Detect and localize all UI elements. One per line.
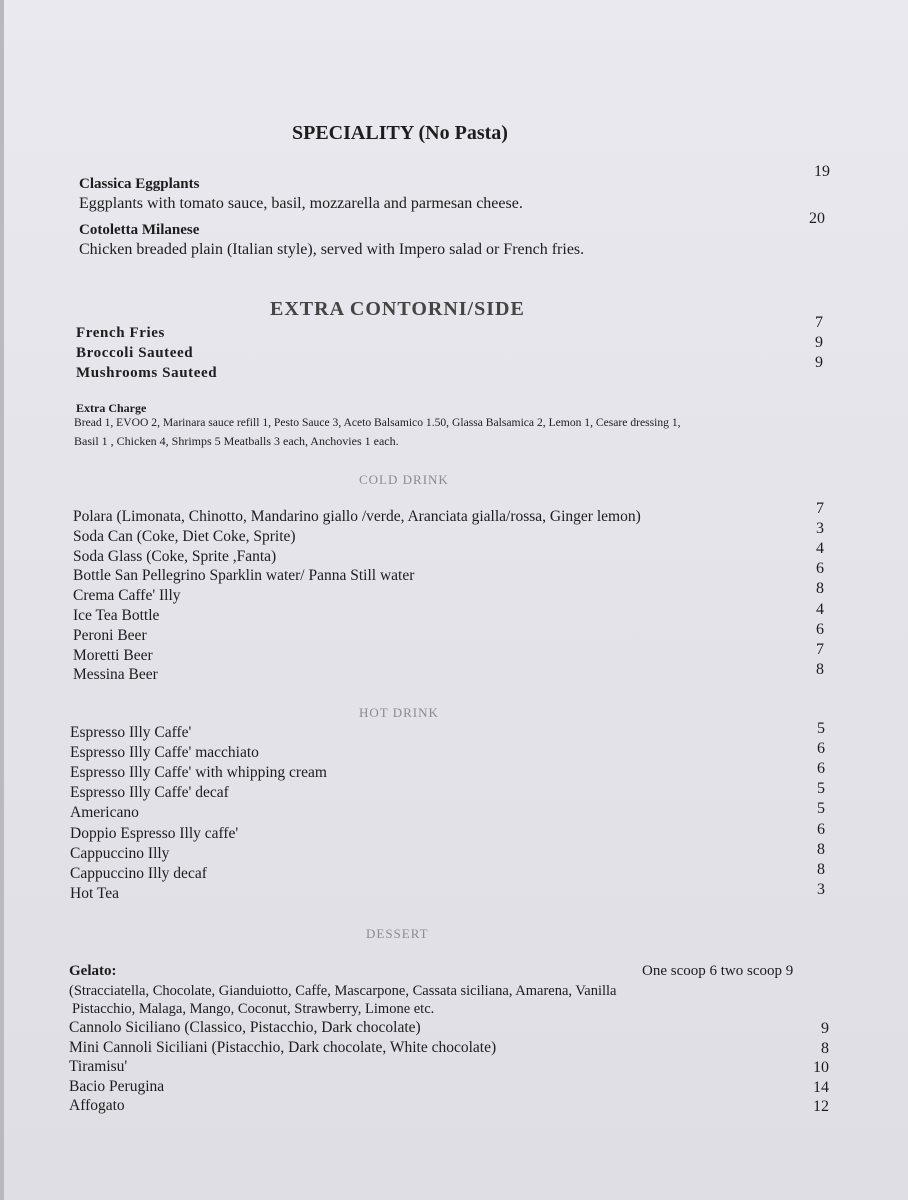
menu-item-name: Espresso Illy Caffe': [70, 724, 192, 741]
menu-item-price: 14: [813, 1078, 829, 1096]
menu-item-name: Ice Tea Bottle: [73, 607, 160, 624]
gelato-flavors: (Stracciatella, Chocolate, Gianduiotto, Caffe, Mascarpone, Cassata siciliana, Amarena, Vanilla: [69, 983, 617, 999]
speciality-title: SPECIALITY (No Pasta): [292, 122, 508, 144]
menu-item-price: 12: [813, 1098, 829, 1116]
menu-item-price: 8: [816, 580, 824, 598]
extra-contorni-title: EXTRA CONTORNI/SIDE: [270, 298, 525, 320]
cold-drink-title: COLD DRINK: [359, 472, 449, 487]
extra-charge-title: Extra Charge: [76, 401, 147, 415]
menu-item-name: Bottle San Pellegrino Sparklin water/ Panna Still water: [73, 567, 415, 585]
menu-item-name: Cappuccino Illy: [70, 844, 170, 862]
menu-item-price: 6: [817, 760, 825, 778]
menu-item-name: Espresso Illy Caffe' decaf: [70, 784, 229, 802]
menu-item-price: 4: [816, 540, 824, 558]
menu-item-name: Espresso Illy Caffe' with whipping cream: [70, 764, 327, 782]
extra-charge-line: Basil 1 , Chicken 4, Shrimps 5 Meatballs 3 each, Anchovies 1 each.: [74, 434, 399, 448]
menu-item-name: Soda Can (Coke, Diet Coke, Sprite): [73, 527, 296, 545]
menu-item-price: 6: [816, 560, 824, 578]
menu-item-price: 6: [817, 740, 825, 758]
side-name: French Fries: [76, 325, 165, 341]
menu-item-name: Peroni Beer: [73, 626, 147, 644]
hot-drink-title: HOT DRINK: [359, 705, 439, 720]
menu-item-price: 3: [816, 520, 824, 538]
menu-item-price: 8: [816, 660, 824, 678]
menu-item-name: Cappuccino Illy decaf: [70, 864, 207, 882]
item-price: 19: [814, 163, 830, 180]
gelato-flavors: Pistacchio, Malaga, Mango, Coconut, Strawberry, Limone etc.: [72, 1001, 435, 1017]
item-name: Cotoletta Milanese: [79, 222, 200, 238]
dessert-title: DESSERT: [366, 926, 429, 941]
menu-item-name: Affogato: [69, 1097, 125, 1115]
menu-item-price: 8: [821, 1039, 829, 1057]
menu-item-price: 6: [816, 620, 824, 638]
menu-item-price: 7: [816, 500, 824, 517]
menu-item-name: Polara (Limonata, Chinotto, Mandarino giallo /verde, Aranciata gialla/rossa, Ginger lemon): [73, 508, 641, 525]
side-name: Broccoli Sauteed: [76, 345, 194, 361]
menu-item-price: 5: [817, 780, 825, 798]
menu-item-price: 5: [817, 800, 825, 818]
item-description: Eggplants with tomato sauce, basil, mozzarella and parmesan cheese.: [79, 195, 523, 212]
side-name: Mushrooms Sauteed: [76, 365, 218, 381]
menu-item-name: Moretti Beer: [73, 646, 153, 664]
side-price: 9: [815, 354, 823, 371]
menu-item-name: Hot Tea: [70, 884, 119, 902]
menu-item-price: 3: [817, 880, 825, 898]
menu-item-name: Cannolo Siciliano (Classico, Pistacchio, Dark chocolate): [69, 1019, 421, 1036]
menu-item-price: 8: [817, 860, 825, 878]
menu-item-name: Soda Glass (Coke, Sprite ,Fanta): [73, 547, 277, 565]
menu-item-price: 7: [816, 640, 824, 658]
menu-item-name: Americano: [70, 804, 139, 822]
menu-item-price: 4: [816, 600, 824, 618]
menu-item-name: Tiramisu': [69, 1058, 128, 1076]
gelato-name: Gelato:: [69, 963, 117, 979]
extra-charge-line: Bread 1, EVOO 2, Marinara sauce refill 1, Pesto Sauce 3, Aceto Balsamico 1.50, Glassa Balsamica 2, Lemon 1, Cesare dressing 1,: [74, 416, 681, 429]
menu-item-price: 6: [817, 820, 825, 838]
side-price: 9: [815, 334, 823, 351]
item-price: 20: [809, 210, 825, 227]
menu-item-price: 9: [821, 1020, 829, 1037]
menu-item-name: Messina Beer: [73, 666, 158, 684]
menu-item-name: Bacio Perugina: [69, 1077, 165, 1095]
menu-item-name: Espresso Illy Caffe' macchiato: [70, 744, 259, 762]
menu-item-name: Crema Caffe' Illy: [73, 587, 181, 605]
menu-item-price: 10: [813, 1059, 829, 1077]
item-name: Classica Eggplants: [79, 176, 200, 192]
gelato-prices: One scoop 6 two scoop 9: [642, 963, 794, 979]
menu-item-price: 8: [817, 840, 825, 858]
menu-item-name: Mini Cannoli Siciliani (Pistacchio, Dark chocolate, White chocolate): [69, 1038, 497, 1056]
side-price: 7: [815, 314, 823, 331]
menu-item-price: 5: [817, 720, 825, 737]
item-description: Chicken breaded plain (Italian style), served with Impero salad or French fries.: [79, 241, 585, 258]
menu-item-name: Doppio Espresso Illy caffe': [70, 824, 239, 842]
